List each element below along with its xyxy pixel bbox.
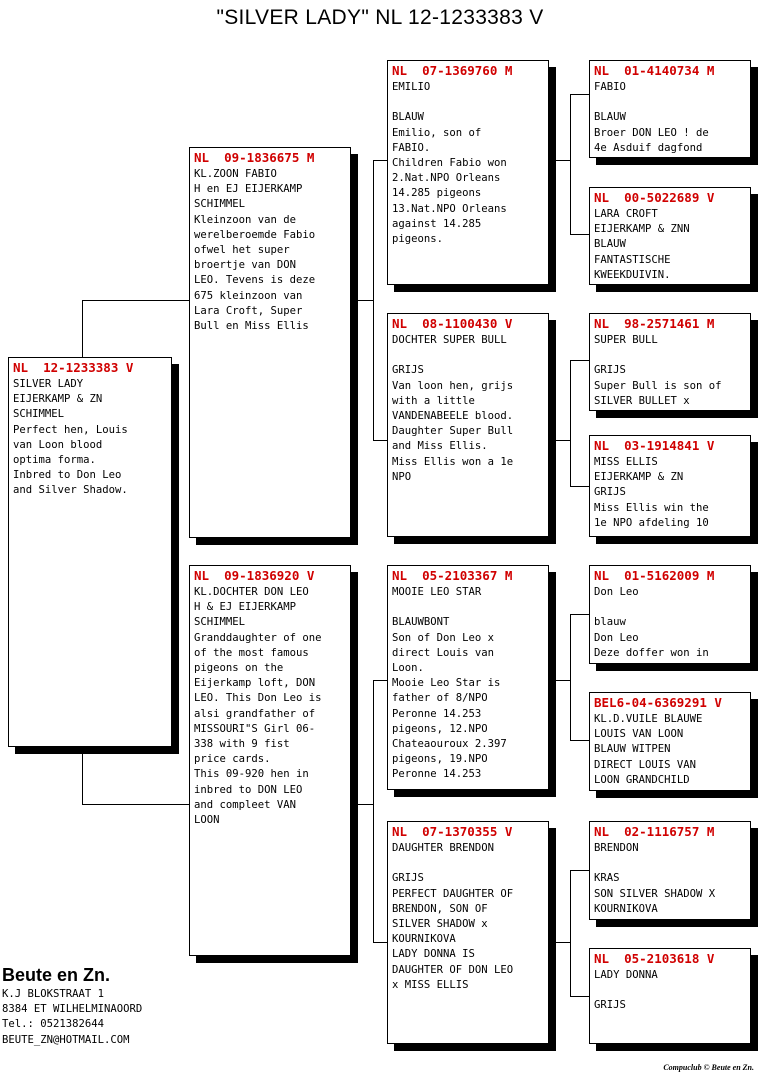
bird-description: LADY DONNA GRIJS [594,969,658,1012]
breeder-address: K.J BLOKSTRAAT 1 [2,988,105,1000]
ring-number: NL 03-1914841 V [594,438,715,453]
bird-description: FABIO BLAUW Broer DON LEO ! de 4e Asduif dagfond [594,81,709,154]
ring-number: NL 09-1836675 M [194,150,315,165]
footer-credit: Compuclub © Beute en Zn. [663,1063,754,1072]
bird-description: KL.DOCHTER DON LEO H & EJ EIJERKAMP SCHIMMEL Granddaughter of one of the most famous pigeons on the Eijerkamp loft, DON LEO. This Don Leo is alsi grandfather of MISSOURI"S Girl 06- 338 with 9 fist price cards. This 09-920 hen in inbred to DON LEO and compleet VAN LOON [194,586,322,827]
ring-number: NL 12-1233383 V [13,360,134,375]
ring-number: NL 08-1100430 V [392,316,513,331]
bird-description: SILVER LADY EIJERKAMP & ZN SCHIMMEL Perfect hen, Louis van Loon blood optima forma. Inbred to Don Leo and Silver Shadow. [13,378,128,497]
ring-number: NL 07-1370355 V [392,824,513,839]
dsd-card [589,692,751,791]
breeder-name: Beute en Zn. [2,965,111,985]
dam-dam-card [387,821,549,1044]
ring-number: NL 00-5022689 V [594,190,715,205]
ring-number: NL 09-1836920 V [194,568,315,583]
sire-card [189,147,351,538]
bird-description: SUPER BULL GRIJS Super Bull is son of SILVER BULLET x [594,334,722,407]
dds-card [589,821,751,920]
subject-bird-card [8,357,172,747]
ring-number: NL 98-2571461 M [594,316,715,331]
bird-description: KL.D.VUILE BLAUWE LOUIS VAN LOON BLAUW WITPEN DIRECT LOUIS VAN LOON GRANDCHILD [594,713,703,786]
ring-number: NL 07-1369760 M [392,63,513,78]
breeder-email: BEUTE_ZN@HOTMAIL.COM [2,1033,130,1046]
bird-description: DOCHTER SUPER BULL GRIJS Van loon hen, grijs with a little VANDENABEELE blood. Daughter Super Bull and Miss Ellis. Miss Ellis won a 1e NPO [392,334,514,483]
bird-description: Don Leo blauw Don Leo Deze doffer won in [594,586,709,659]
ssd-card [589,187,751,285]
ddd-card [589,948,751,1044]
bird-description: MISS ELLIS EIJERKAMP & ZN GRIJS Miss Ellis win the 1e NPO afdeling 10 [594,456,709,529]
dam-card [189,565,351,956]
dam-sire-card [387,565,549,790]
sire-dam-card [387,313,549,537]
bird-description: BRENDON KRAS SON SILVER SHADOW X KOURNIKOVA [594,842,716,915]
bird-description: DAUGHTER BRENDON GRIJS PERFECT DAUGHTER OF BRENDON, SON OF SILVER SHADOW x KOURNIKOVA LADY DONNA IS DAUGHTER OF DON LEO x MISS ELLIS [392,842,514,991]
ring-number: NL 01-4140734 M [594,63,715,78]
ring-number: NL 01-5162009 M [594,568,715,583]
dss-card [589,565,751,664]
ring-number: BEL6-04-6369291 V [594,695,722,710]
breeder-city: 8384 ET WILHELMINAOORD [2,1003,143,1016]
sds-card [589,313,751,411]
ring-number: NL 02-1116757 M [594,824,715,839]
breeder-phone: Tel.: 0521382644 [2,1018,105,1031]
bird-description: EMILIO BLAUW Emilio, son of FABIO. Children Fabio won 2.Nat.NPO Orleans 14.285 pigeons 13.Nat.NPO Orleans against 14.285 pigeons. [392,81,507,246]
bird-description: MOOIE LEO STAR BLAUWBONT Son of Don Leo x direct Louis van Loon. Mooie Leo Star is father of 8/NPO Peronne 14.253 pigeons, 12.NPO Chateaouroux 2.397 pigeons, 19.NPO Peronne 14.253 [392,586,507,781]
bird-description: LARA CROFT EIJERKAMP & ZNN BLAUW FANTASTISCHE KWEEKDUIVIN. [594,208,690,281]
ring-number: NL 05-2103618 V [594,951,715,966]
bird-description: KL.ZOON FABIO H en EJ EIJERKAMP SCHIMMEL Kleinzoon van de werelberoemde Fabio ofwel het super broertje van DON LEO. Tevens is deze 675 kleinzoon van Lara Croft, Super Bull en Miss Ellis [194,168,316,333]
sss-card [589,60,751,158]
sdd-card [589,435,751,537]
ring-number: NL 05-2103367 M [392,568,513,583]
sire-sire-card [387,60,549,285]
breeder-info [2,963,142,1048]
page-title: "SILVER LADY" NL 12-1233383 V [216,6,544,29]
